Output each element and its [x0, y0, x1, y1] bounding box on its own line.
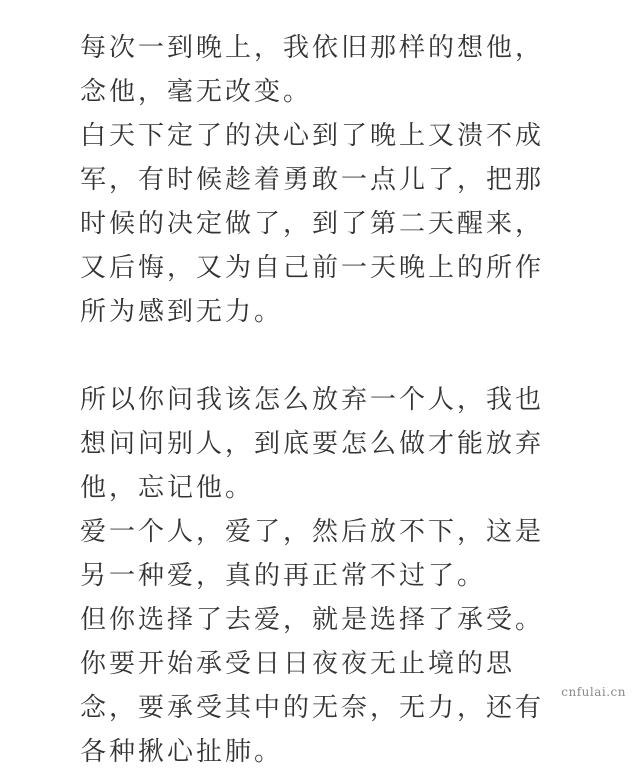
text-line: 爱一个人，爱了，然后放不下，这是 — [80, 517, 545, 547]
text-line: 另一种爱，真的再正常不过了。 — [80, 561, 487, 591]
text-line: 每次一到晚上，我依旧那样的想他， — [80, 33, 545, 63]
text-line: 各种揪心扯肺。 — [80, 737, 284, 767]
text-line: 时候的决定做了，到了第二天醒来， — [80, 209, 545, 239]
text-line: 军，有时候趁着勇敢一点儿了，把那 — [80, 165, 545, 195]
text-line: 念，要承受其中的无奈，无力，还有 — [80, 693, 545, 723]
text-line: 所为感到无力。 — [80, 297, 284, 327]
paragraph-2 — [80, 378, 580, 774]
text-line: 你要开始承受日日夜夜无止境的思 — [80, 649, 516, 679]
text-line: 所以你问我该怎么放弃一个人，我也 — [80, 385, 545, 415]
text-line: 他，忘记他。 — [80, 473, 255, 503]
article-body — [80, 26, 580, 774]
site-watermark: cnfulai.cn — [561, 685, 626, 699]
text-line: 想问问别人，到底要怎么做才能放弃 — [80, 429, 545, 459]
text-line: 白天下定了的决心到了晚上又溃不成 — [80, 121, 545, 151]
paragraph-gap — [80, 334, 580, 378]
text-line: 又后悔，又为自己前一天晚上的所作 — [80, 253, 545, 283]
paragraph-1 — [80, 26, 580, 334]
text-line: 念他，毫无改变。 — [80, 77, 313, 107]
text-line: 但你选择了去爱，就是选择了承受。 — [80, 605, 545, 635]
